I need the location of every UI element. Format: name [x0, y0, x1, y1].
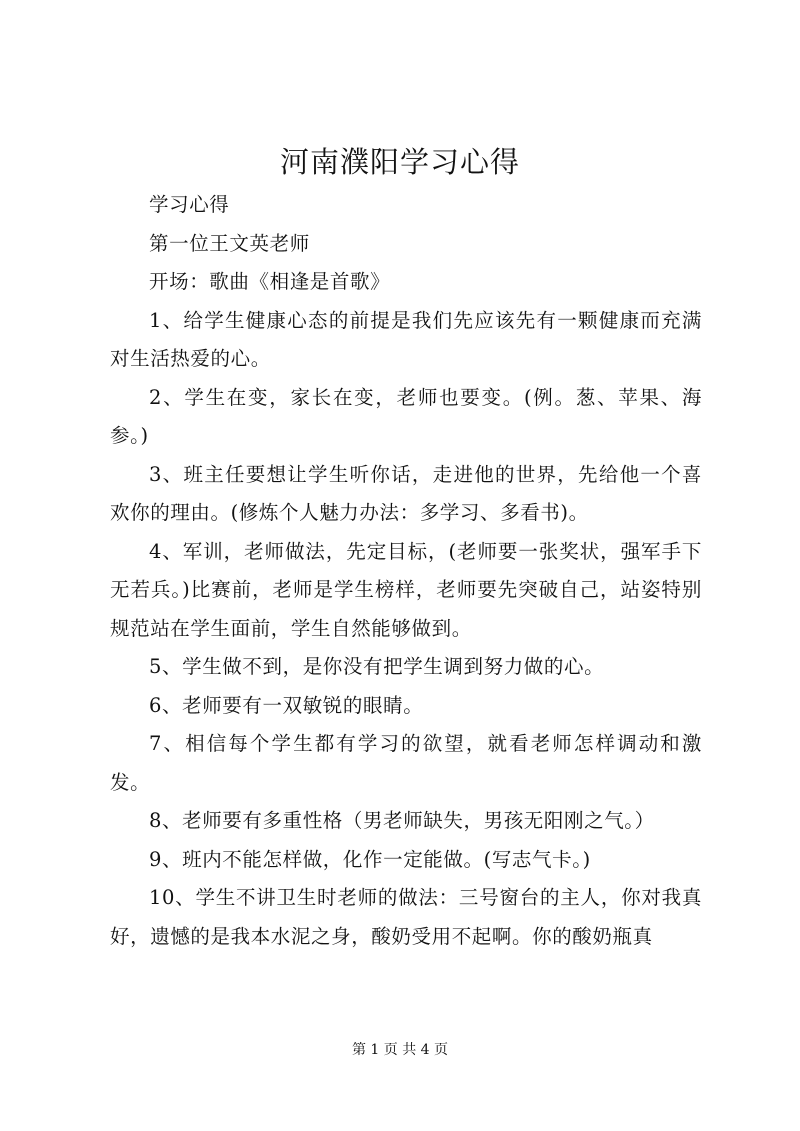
document-body: [110, 186, 702, 956]
paragraph-item-6: 6、老师要有一双敏锐的眼睛。: [149, 693, 424, 717]
paragraph-item-3: 3、班主任要想让学生听你话，走进他的世界，先给他一个喜欢你的理由。(修炼个人魅力办法：多学习、多看书)。: [110, 462, 702, 524]
paragraph-item-5: 5、学生做不到，是你没有把学生调到努力做的心。: [149, 655, 605, 678]
paragraph-opening: 开场：歌曲《相逢是首歌》: [149, 270, 391, 293]
page-footer: 第 1 页 共 4 页: [351, 1042, 449, 1058]
paragraph-item-4: 4、军训，老师做法，先定目标，(老师要一张奖状，强军手下无若兵。)比赛前，老师是学生榜样，老师要先突破自己，站姿特别规范站在学生面前，学生自然能够做到。: [110, 539, 702, 640]
paragraph-item-1: 1、给学生健康心态的前提是我们先应该先有一颗健康而充满对生活热爱的心。: [110, 308, 702, 370]
paragraph-speaker: 第一位王文英老师: [149, 231, 310, 255]
paragraph-item-9: 9、班内不能怎样做，化作一定能做。(写志气卡。): [149, 847, 591, 871]
document-title: 河南濮阳学习心得: [279, 145, 520, 179]
paragraph-item-10: 10、学生不讲卫生时老师的做法：三号窗台的主人，你对我真好，遗憾的是我本水泥之身，酸奶受用不起啊。你的酸奶瓶真: [110, 886, 702, 948]
paragraph-item-2: 2、学生在变，家长在变，老师也要变。(例。葱、苹果、海参。): [110, 385, 702, 447]
paragraph-item-7: 7、相信每个学生都有学习的欲望，就看老师怎样调动和激发。: [110, 732, 702, 794]
paragraph-item-8: 8、老师要有多重性格（男老师缺失，男孩无阳刚之气。）: [149, 809, 655, 832]
paragraph-heading: 学习心得: [149, 193, 230, 216]
